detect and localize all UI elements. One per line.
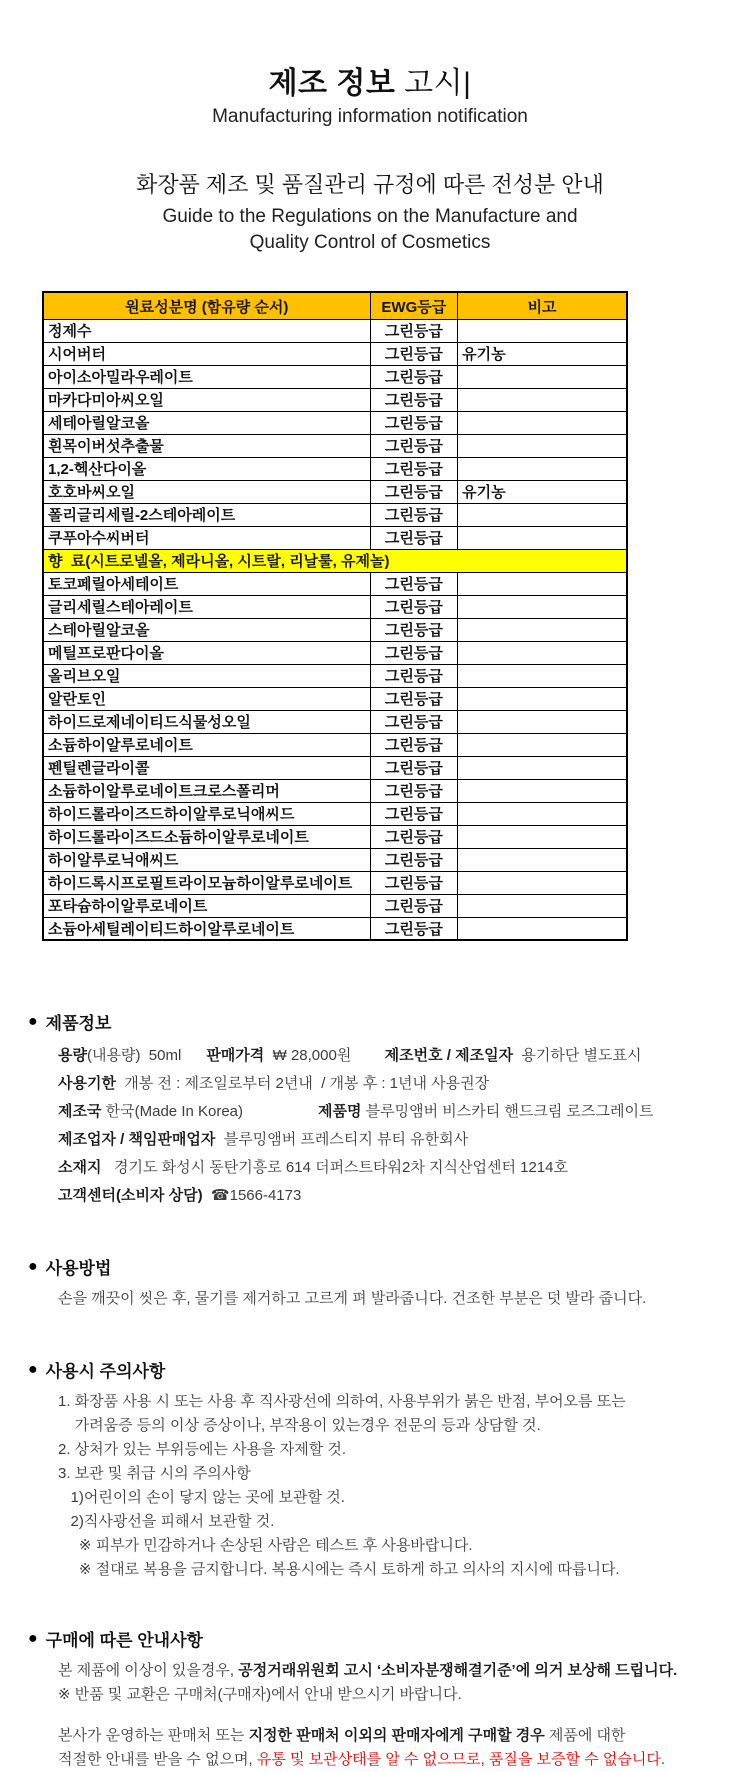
ingredient-name-cell: 세테아릴알코올 [43, 411, 370, 434]
ingredient-name-cell: 쿠푸아수씨버터 [43, 526, 370, 549]
ingredient-name-cell: 포타슘하이알루로네이트 [43, 894, 370, 917]
ingredient-row [43, 595, 627, 618]
ingredient-name-cell: 흰목이버섯추출물 [43, 434, 370, 457]
ingredient-row [43, 710, 627, 733]
ewg-grade-cell: 그린등급 [370, 664, 458, 687]
ingredient-name-cell: 아이소아밀라우레이트 [43, 365, 370, 388]
ingredient-row [43, 480, 627, 503]
ingredient-row [43, 664, 627, 687]
text-segment: 제조국 [58, 1103, 102, 1121]
note-cell [458, 319, 627, 342]
ingredient-table-body [43, 319, 627, 940]
ewg-grade-cell: 그린등급 [370, 756, 458, 779]
text-segment: 제품명 [318, 1103, 362, 1121]
text-segment: (내용량) 50ml [86, 1047, 207, 1065]
section-purchase-notice [28, 1626, 720, 1772]
note-cell [458, 503, 627, 526]
ingredient-name-cell: 소듐아세틸레이티드하이알루로네이트 [43, 917, 370, 940]
text-line [58, 1462, 720, 1486]
text-line [58, 1126, 720, 1154]
ewg-grade-cell: 그린등급 [370, 733, 458, 756]
text-segment: 한국(Made In Korea) [101, 1103, 319, 1121]
bullet-icon: ● [28, 1012, 38, 1030]
text-segment: 전성분 [491, 172, 556, 197]
header-note: 비고 [458, 292, 627, 319]
note-cell [458, 457, 627, 480]
subtitle-english-line1: Guide to the Regulations on the Manufacture and [162, 206, 578, 227]
usage-body [58, 1287, 720, 1311]
text-line [58, 1098, 720, 1126]
product-info-heading-label: 제품정보 [45, 1014, 112, 1034]
text-segment: 2)직사광선을 피해서 보관할 것. [58, 1513, 275, 1531]
text-line [58, 1486, 720, 1510]
ewg-grade-cell: 그린등급 [370, 457, 458, 480]
ewg-grade-cell: 그린등급 [370, 641, 458, 664]
text-segment: 고객센터(소비자 상담) [58, 1187, 203, 1205]
product-info-body [58, 1042, 720, 1210]
page-title-korean [0, 58, 740, 102]
text-line [58, 1154, 720, 1182]
text-segment: 본 제품에 이상이 있을경우, [58, 1662, 239, 1680]
purchase-heading [28, 1626, 720, 1651]
note-cell [458, 572, 627, 595]
text-line [58, 1414, 720, 1438]
text-segment: 제품에 대한 [544, 1726, 626, 1744]
ewg-grade-cell: 그린등급 [370, 917, 458, 940]
note-cell [458, 710, 627, 733]
ingredient-name-cell: 하이드록시프로필트라이모늄하이알루로네이트 [43, 871, 370, 894]
text-segment: ₩ 28,000원 [264, 1047, 385, 1065]
note-cell [458, 434, 627, 457]
text-segment: 소재지 [58, 1159, 102, 1177]
note-cell [458, 894, 627, 917]
ingredient-table [42, 291, 628, 941]
ewg-grade-cell: 그린등급 [370, 779, 458, 802]
text-segment: 2. 상처가 있는 부위등에는 사용을 자제할 것. [58, 1441, 347, 1459]
text-line [58, 1659, 720, 1683]
ewg-grade-cell: 그린등급 [370, 319, 458, 342]
ingredient-row [43, 319, 627, 342]
text-segment: 적절한 안내를 받을 수 없으며, [58, 1750, 257, 1768]
ingredient-name-cell: 폴리글리세릴-2스테아레이트 [43, 503, 370, 526]
bullet-icon: ● [28, 1257, 38, 1275]
ingredient-name-cell: 정제수 [43, 319, 370, 342]
ewg-grade-cell: 그린등급 [370, 572, 458, 595]
ingredient-row [43, 894, 627, 917]
ewg-grade-cell: 그린등급 [370, 526, 458, 549]
text-segment: 손을 깨끗이 씻은 후, 물기를 제거하고 고르게 펴 발라줍니다. 건조한 부분은 덧 발라 줍니다. [58, 1290, 647, 1308]
title-block [0, 58, 740, 255]
ingredient-row [43, 756, 627, 779]
ewg-grade-cell: 그린등급 [370, 342, 458, 365]
note-cell [458, 756, 627, 779]
product-info-heading [28, 1009, 720, 1034]
note-cell [458, 365, 627, 388]
section-cautions [28, 1357, 720, 1582]
ingredient-name-cell: 펜틸렌글라이콜 [43, 756, 370, 779]
ingredient-name-cell: 알란토인 [43, 687, 370, 710]
text-segment: 본사가 운영하는 판매처 또는 [58, 1726, 249, 1744]
text-line [58, 1558, 720, 1582]
note-cell [458, 779, 627, 802]
text-line [58, 1683, 720, 1707]
ewg-grade-cell: 그린등급 [370, 710, 458, 733]
ewg-grade-cell: 그린등급 [370, 434, 458, 457]
subtitle-korean [0, 168, 740, 199]
subtitle-english [0, 204, 740, 255]
ingredient-name-cell: 소듐하이알루로네이트크로스폴리머 [43, 779, 370, 802]
note-cell: 유기농 [458, 342, 627, 365]
text-segment: ※ 절대로 복용을 금지합니다. 복용시에는 즉시 토하게 하고 의사의 지시에 따릅니다. [58, 1561, 620, 1579]
text-segment: 공정거래위원회 고시 ‘소비자분쟁해결기준’에 의거 보상해 드립니다. [238, 1662, 678, 1680]
cautions-heading-label: 사용시 주의사항 [45, 1362, 166, 1382]
note-cell [458, 641, 627, 664]
note-cell [458, 802, 627, 825]
ewg-grade-cell: 그린등급 [370, 595, 458, 618]
note-cell [458, 664, 627, 687]
ingredient-row [43, 825, 627, 848]
text-segment: 안내 [555, 172, 604, 197]
subtitle-block [0, 168, 740, 255]
ewg-grade-cell: 그린등급 [370, 871, 458, 894]
ingredient-row [43, 687, 627, 710]
ingredient-row [43, 917, 627, 940]
note-cell [458, 595, 627, 618]
subtitle-english-line2: Quality Control of Cosmetics [249, 231, 491, 253]
cautions-heading [28, 1357, 720, 1382]
text-segment: 경기도 화성시 동탄기흥로 614 더퍼스트타워2차 지식산업센터 1214호 [101, 1159, 568, 1177]
text-line [58, 1182, 720, 1210]
text-line [58, 1287, 720, 1311]
ingredient-row [43, 802, 627, 825]
ingredient-name-cell: 스테아릴알코올 [43, 618, 370, 641]
text-segment: 제조 정보 [268, 67, 405, 100]
info-sections [0, 1009, 740, 1772]
ingredient-row [43, 457, 627, 480]
usage-heading [28, 1254, 720, 1279]
note-cell [458, 825, 627, 848]
bullet-icon: ● [28, 1629, 38, 1647]
ewg-grade-cell: 그린등급 [370, 848, 458, 871]
text-segment: 1. 화장품 사용 시 또는 사용 후 직사광선에 의하여, 사용부위가 붉은 반점, 부어오름 또는 [58, 1393, 626, 1411]
text-segment: 사용기한 [58, 1075, 116, 1093]
text-segment: 제조번호 / 제조일자 [384, 1047, 514, 1065]
ingredient-name-cell: 올리브오일 [43, 664, 370, 687]
cautions-body [58, 1390, 720, 1582]
note-cell [458, 848, 627, 871]
section-usage [28, 1254, 720, 1311]
text-segment: 에 따른 [415, 172, 492, 197]
text-line [58, 1748, 720, 1772]
text-line [58, 1510, 720, 1534]
ewg-grade-cell: 그린등급 [370, 480, 458, 503]
ingredient-name-cell: 하이알루로닉애씨드 [43, 848, 370, 871]
text-segment: 유통 및 보관상태를 알 수 없으므로, 품질을 보증할 수 없습니다. [256, 1750, 665, 1768]
note-cell: 유기농 [458, 480, 627, 503]
note-cell [458, 917, 627, 940]
note-cell [458, 618, 627, 641]
header-ewg-grade: EWG등급 [370, 292, 458, 319]
ingredient-name-cell: 마카다미아씨오일 [43, 388, 370, 411]
ewg-grade-cell: 그린등급 [370, 365, 458, 388]
text-line [58, 1438, 720, 1462]
ingredient-row [43, 434, 627, 457]
text-segment: ※ 피부가 민감하거나 손상된 사람은 테스트 후 사용바랍니다. [58, 1537, 473, 1555]
text-segment: 블루밍앰버 비스카티 핸드크림 로즈그레이트 [361, 1103, 654, 1121]
note-cell [458, 871, 627, 894]
text-line [58, 1390, 720, 1414]
fragrance-row [43, 549, 627, 572]
ingredient-row [43, 641, 627, 664]
note-cell [458, 733, 627, 756]
note-cell [458, 687, 627, 710]
ingredient-row [43, 342, 627, 365]
ingredient-row [43, 411, 627, 434]
text-segment: 개봉 전 : 제조일로부터 2년내 / 개봉 후 : 1년내 사용권장 [115, 1075, 490, 1093]
text-segment: 가려움증 등의 이상 증상이나, 부작용이 있는경우 전문의 등과 상담할 것. [58, 1417, 541, 1435]
text-segment: 지정한 판매처 이외의 판매자에게 구매할 경우 [248, 1726, 545, 1744]
header-ingredient-name: 원료성분명 (함유량 순서) [43, 292, 370, 319]
purchase-body [58, 1659, 720, 1772]
text-segment: 제조업자 / 책임판매업자 [58, 1131, 216, 1149]
ingredient-name-cell: 하이드롤라이즈드하이알루로닉애씨드 [43, 802, 370, 825]
text-segment: 고시| [404, 67, 472, 100]
ingredient-name-cell: 소듐하이알루로네이트 [43, 733, 370, 756]
fragrance-cell: 향 료(시트로넬올, 제라니올, 시트랄, 리날룰, 유제놀) [43, 549, 627, 572]
text-segment: ☎1566-4173 [202, 1187, 302, 1205]
ingredient-row [43, 572, 627, 595]
ewg-grade-cell: 그린등급 [370, 687, 458, 710]
ingredient-row [43, 388, 627, 411]
ingredient-name-cell: 메틸프로판다이올 [43, 641, 370, 664]
ingredient-row [43, 848, 627, 871]
ingredient-name-cell: 1,2-헥산다이올 [43, 457, 370, 480]
text-line [58, 1707, 720, 1724]
usage-heading-label: 사용방법 [45, 1259, 112, 1279]
note-cell [458, 388, 627, 411]
text-line [58, 1070, 720, 1098]
note-cell [458, 411, 627, 434]
text-segment: 용량 [58, 1047, 87, 1065]
ewg-grade-cell: 그린등급 [370, 618, 458, 641]
text-segment: 블루밍앰버 프레스티지 뷰티 유한회사 [215, 1131, 469, 1149]
ingredient-name-cell: 시어버터 [43, 342, 370, 365]
ingredient-name-cell: 하이드로제네이티드식물성오일 [43, 710, 370, 733]
table-header-row [43, 292, 627, 319]
ewg-grade-cell: 그린등급 [370, 894, 458, 917]
ingredient-row [43, 526, 627, 549]
ingredient-row [43, 733, 627, 756]
ewg-grade-cell: 그린등급 [370, 388, 458, 411]
ingredient-name-cell: 글리세릴스테아레이트 [43, 595, 370, 618]
text-segment: ※ 반품 및 교환은 구매처(구매자)에서 안내 받으시기 바랍니다. [58, 1686, 462, 1704]
text-line [58, 1534, 720, 1558]
text-segment: 3. 보관 및 취급 시의 주의사항 [58, 1465, 251, 1483]
text-segment: 용기하단 별도표시 [513, 1047, 642, 1065]
ingredient-row [43, 503, 627, 526]
page-title-english: Manufacturing information notification [212, 106, 528, 127]
ewg-grade-cell: 그린등급 [370, 411, 458, 434]
note-cell [458, 526, 627, 549]
ingredient-name-cell: 호호바씨오일 [43, 480, 370, 503]
text-segment: 판매가격 [206, 1047, 265, 1065]
purchase-heading-label: 구매에 따른 안내사항 [45, 1631, 203, 1651]
ewg-grade-cell: 그린등급 [370, 802, 458, 825]
bullet-icon: ● [28, 1360, 38, 1378]
text-segment: 화장품 제조 및 품질관리 규정 [136, 172, 416, 197]
ingredient-name-cell: 하이드롤라이즈드소듐하이알루로네이트 [43, 825, 370, 848]
ewg-grade-cell: 그린등급 [370, 503, 458, 526]
ingredient-row [43, 871, 627, 894]
text-line [58, 1724, 720, 1748]
ingredient-row [43, 365, 627, 388]
ingredient-row [43, 779, 627, 802]
ingredient-row [43, 618, 627, 641]
text-segment: 1)어린이의 손이 닿지 않는 곳에 보관할 것. [58, 1489, 345, 1507]
section-product-info [28, 1009, 720, 1210]
ewg-grade-cell: 그린등급 [370, 825, 458, 848]
text-line [58, 1042, 720, 1070]
ingredient-name-cell: 토코페릴아세테이트 [43, 572, 370, 595]
